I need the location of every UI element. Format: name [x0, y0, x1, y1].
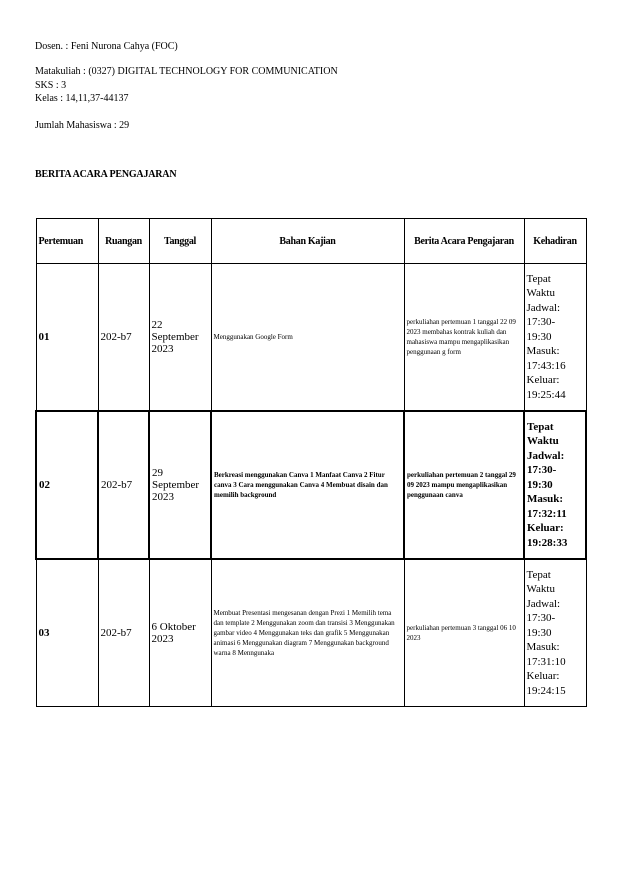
cell-pertemuan: 03 — [36, 559, 98, 707]
kehadiran-line: Tepat — [526, 568, 551, 581]
cell-tanggal: 22 September 2023 — [149, 264, 211, 412]
cell-tanggal: 29 September 2023 — [149, 411, 211, 559]
col-header-berita-acara: Berita Acara Pengajaran — [404, 219, 524, 264]
kehadiran-line: 19:30 — [527, 478, 553, 491]
kehadiran-line: Masuk: — [526, 641, 560, 654]
page-title: BERITA ACARA PENGAJARAN — [35, 169, 177, 180]
col-header-pertemuan: Pertemuan — [36, 219, 98, 264]
cell-ruangan: 202-b7 — [98, 559, 149, 707]
kehadiran-line: Jadwal: — [526, 301, 561, 314]
kehadiran-line: 17:30- — [526, 612, 556, 625]
kehadiran-line: 17:32:11 — [527, 507, 567, 520]
cell-berita-acara: perkuliahan pertemuan 2 tanggal 29 09 2023 mampu mengaplikasikan penggunaan canva — [404, 411, 524, 559]
cell-bahan-kajian: Menggunakan Google Form — [211, 264, 404, 412]
cell-pertemuan: 01 — [36, 264, 98, 412]
kehadiran-line: 19:25:44 — [526, 388, 566, 401]
kehadiran-line: 19:24:15 — [526, 684, 566, 697]
kelas-line: Kelas : 14,11,37-44137 — [35, 93, 129, 104]
kehadiran-line: 19:28:33 — [527, 536, 568, 549]
cell-bahan-kajian: Berkreasi menggunakan Canva 1 Manfaat Canva 2 Fitur canva 3 Cara menggunakan Canva 4 Membuat disain dan memilih background — [211, 411, 404, 559]
col-header-bahan-kajian: Bahan Kajian — [211, 219, 404, 264]
kehadiran-line: Waktu — [526, 583, 555, 596]
kehadiran-line: Waktu — [526, 287, 555, 300]
kehadiran-line: Jadwal: — [526, 597, 561, 610]
cell-kehadiran — [524, 264, 586, 412]
cell-pertemuan: 02 — [36, 411, 98, 559]
dosen-line: Dosen. : Feni Nurona Cahya (FOC) — [35, 41, 178, 52]
cell-bahan-kajian: Membuat Presentasi mengesanan dengan Prezi 1 Memilih tema dan template 2 Menggunakan zoom dan transisi 3 Menggunakan gambar video 4 Menggunakan teks dan grafik 5 Menggunakan animasi 6 Menggunakan diagram 7 Menggunakan background warna 8 Menngunaka — [211, 559, 404, 707]
jumlah-mahasiswa-line: Jumlah Mahasiswa : 29 — [35, 120, 130, 131]
table-header-row — [36, 219, 586, 264]
table-row — [36, 264, 586, 412]
kehadiran-line: Tepat — [526, 272, 551, 285]
col-header-ruangan: Ruangan — [98, 219, 149, 264]
kehadiran-line: Keluar: — [526, 670, 560, 683]
col-header-tanggal: Tanggal — [149, 219, 211, 264]
kehadiran-line: Keluar: — [527, 522, 564, 535]
kehadiran-line: 19:30 — [526, 626, 552, 639]
cell-berita-acara: perkuliahan pertemuan 1 tanggal 22 09 2023 membahas kontrak kuliah dan mahasiswa mampu mengaplikasikan penggunaan g form — [404, 264, 524, 412]
kehadiran-line: Masuk: — [526, 345, 560, 358]
kehadiran-line: Masuk: — [527, 493, 564, 506]
kehadiran-line: Keluar: — [526, 374, 560, 387]
matakuliah-line: Matakuliah : (0327) DIGITAL TECHNOLOGY FOR COMMUNICATION — [35, 66, 338, 77]
kehadiran-line: Tepat — [527, 420, 554, 433]
cell-kehadiran — [524, 411, 586, 559]
col-header-kehadiran: Kehadiran — [524, 219, 586, 264]
kehadiran-line: 17:31:10 — [526, 655, 566, 668]
cell-tanggal: 6 Oktober 2023 — [149, 559, 211, 707]
kehadiran-line: 17:30- — [527, 464, 557, 477]
sks-line: SKS : 3 — [35, 80, 67, 91]
table-row — [36, 559, 586, 707]
cell-ruangan: 202-b7 — [98, 264, 149, 412]
kehadiran-line: Jadwal: — [527, 449, 565, 462]
kehadiran-line: 17:43:16 — [526, 359, 566, 372]
cell-ruangan: 202-b7 — [98, 411, 149, 559]
cell-kehadiran — [524, 559, 586, 707]
kehadiran-line: 17:30- — [526, 316, 556, 329]
cell-berita-acara: perkuliahan pertemuan 3 tanggal 06 10 2023 — [404, 559, 524, 707]
berita-acara-table — [35, 218, 587, 707]
kehadiran-line: Waktu — [527, 435, 559, 448]
kehadiran-line: 19:30 — [526, 330, 552, 343]
table-row — [36, 411, 586, 559]
